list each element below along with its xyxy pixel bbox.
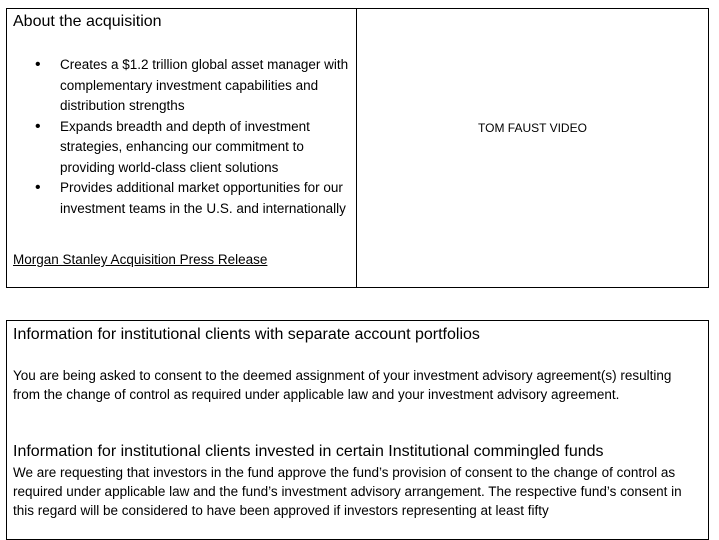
press-release-link[interactable]: Morgan Stanley Acquisition Press Release: [13, 252, 268, 267]
acquisition-bullet-list: [7, 55, 350, 219]
bullet-item: • Creates a $1.2 trillion global asset manager with complementary investment capabilities and distribution strengths: [7, 55, 350, 117]
separate-account-paragraph: You are being asked to consent to the deemed assignment of your investment advisory agreement(s) resulting from the change of control as required under applicable law and your investment advisory agreement.: [13, 368, 672, 402]
bullet-item: • Expands breadth and depth of investment strategies, enhancing our commitment to providing world-class client solutions: [7, 117, 350, 179]
acquisition-table: [6, 8, 709, 288]
commingled-funds-heading: Information for institutional clients invested in certain Institutional commingled funds: [13, 443, 604, 460]
video-cell[interactable]: [357, 9, 708, 287]
bullet-item: • Provides additional market opportunities for our investment teams in the U.S. and internationally: [7, 178, 350, 219]
institutional-info-box: [6, 320, 709, 540]
institutional-heading: Information for institutional clients with separate account portfolios: [13, 326, 480, 343]
acquisition-heading: About the acquisition: [13, 13, 162, 30]
video-placeholder-label: TOM FAUST VIDEO: [478, 121, 587, 135]
commingled-funds-paragraph: We are requesting that investors in the fund approve the fund’s provision of consent to the change of control as required under applicable law and the fund’s investment advisory arrangement. The respective fund’s consent in this regard will be considered to have been approved if investors representing at least fifty: [13, 465, 682, 518]
acquisition-info-cell: [7, 9, 357, 287]
